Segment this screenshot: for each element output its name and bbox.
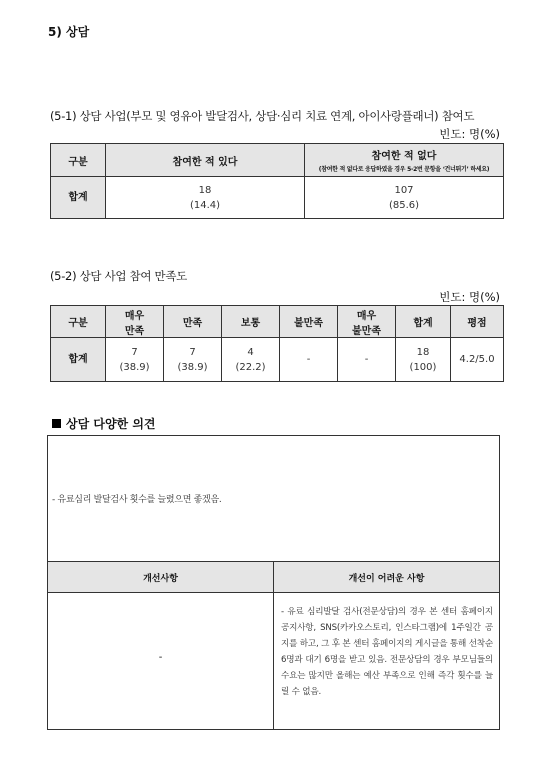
participated-pct: (14.4) <box>189 199 221 211</box>
total-pct: (100) <box>409 361 437 373</box>
header-not-participated <box>305 144 504 177</box>
neutral-pct: (22.2) <box>235 361 266 373</box>
cell-dissatisfied: - <box>280 338 338 382</box>
header-very-satisfied-line1: 매우 <box>124 310 145 322</box>
cell-neutral <box>222 338 280 382</box>
header-very-dissatisfied-line2: 불만족 <box>352 325 381 337</box>
header-very-satisfied <box>106 306 164 338</box>
satisfied-count: 7 <box>189 346 196 358</box>
difficulty-header: 개선이 어려운 사항 <box>274 562 499 592</box>
header-participated: 참여한 적 있다 <box>106 144 305 177</box>
unit-label-5-2: 빈도: 명(%) <box>439 290 500 304</box>
total-count: 18 <box>416 346 430 358</box>
question-5-1-title: (5-1) 상담 사업(부모 및 영유아 발달검사, 상담·심리 치료 연계, 아이사랑플래너) 참여도 <box>50 109 475 123</box>
header-not-participated-label: 참여한 적 없다 <box>371 151 437 162</box>
satisfied-pct: (38.9) <box>177 361 208 373</box>
row-label-total: 합계 <box>51 177 106 219</box>
neutral-count: 4 <box>247 346 254 358</box>
difficulty-value: - 유료 심리발달 검사(전문상담)의 경우 본 센터 홈페이지 공지사항, SNS(카카오스토리, 인스타그램)에 1주일간 공지를 하고, 그 후 본 센터 홈페이지의 게시글을 통해 선착순 6명과 대기 6명을 받고 있음. 전문상담의 경우 부모님들의 수요는 많지만 올해는 예산 부족으로 인해 즉각 횟수를 늘릴 수 없음. <box>281 607 493 697</box>
participated-count: 18 <box>198 184 212 196</box>
opinions-heading <box>52 415 156 432</box>
opinions-title: 상담 다양한 의견 <box>66 417 156 431</box>
cell-not-participated <box>305 177 504 219</box>
participation-table <box>50 143 504 219</box>
improvement-value: - <box>158 652 163 663</box>
header-dissatisfied: 불만족 <box>280 306 338 338</box>
improvement-header: 개선사항 <box>48 562 273 592</box>
unit-label-5-1: 빈도: 명(%) <box>439 127 500 141</box>
section-title: 5) 상담 <box>48 25 90 39</box>
cell-total <box>396 338 451 382</box>
cell-very-dissatisfied: - <box>338 338 396 382</box>
question-5-2-title: (5-2) 상담 사업 참여 만족도 <box>50 269 187 283</box>
opinion-text: - 유료심리 발달검사 횟수를 늘렸으면 좋겠음. <box>52 495 222 505</box>
header-very-dissatisfied-line1: 매우 <box>356 310 377 322</box>
column-divider <box>273 561 274 730</box>
cell-average: 4.2/5.0 <box>451 338 504 382</box>
header-satisfied: 만족 <box>164 306 222 338</box>
not-participated-pct: (85.6) <box>388 199 420 211</box>
cell-satisfied <box>164 338 222 382</box>
header-average: 평점 <box>451 306 504 338</box>
row-label-total: 합계 <box>51 338 106 382</box>
header-neutral: 보통 <box>222 306 280 338</box>
cell-very-satisfied <box>106 338 164 382</box>
header-very-satisfied-line2: 만족 <box>124 325 145 337</box>
very-satisfied-count: 7 <box>131 346 138 358</box>
header-not-participated-note: (참여한 적 없다로 응답하였을 경우 5-2번 문항을 ‘건너뛰기’ 하세요) <box>318 166 490 173</box>
cell-participated <box>106 177 305 219</box>
very-satisfied-pct: (38.9) <box>119 361 150 373</box>
header-total: 합계 <box>396 306 451 338</box>
satisfaction-table <box>50 305 504 382</box>
header-very-dissatisfied <box>338 306 396 338</box>
header-category: 구분 <box>51 144 106 177</box>
square-bullet-icon <box>52 419 61 428</box>
header-category: 구분 <box>51 306 106 338</box>
not-participated-count: 107 <box>394 184 414 196</box>
